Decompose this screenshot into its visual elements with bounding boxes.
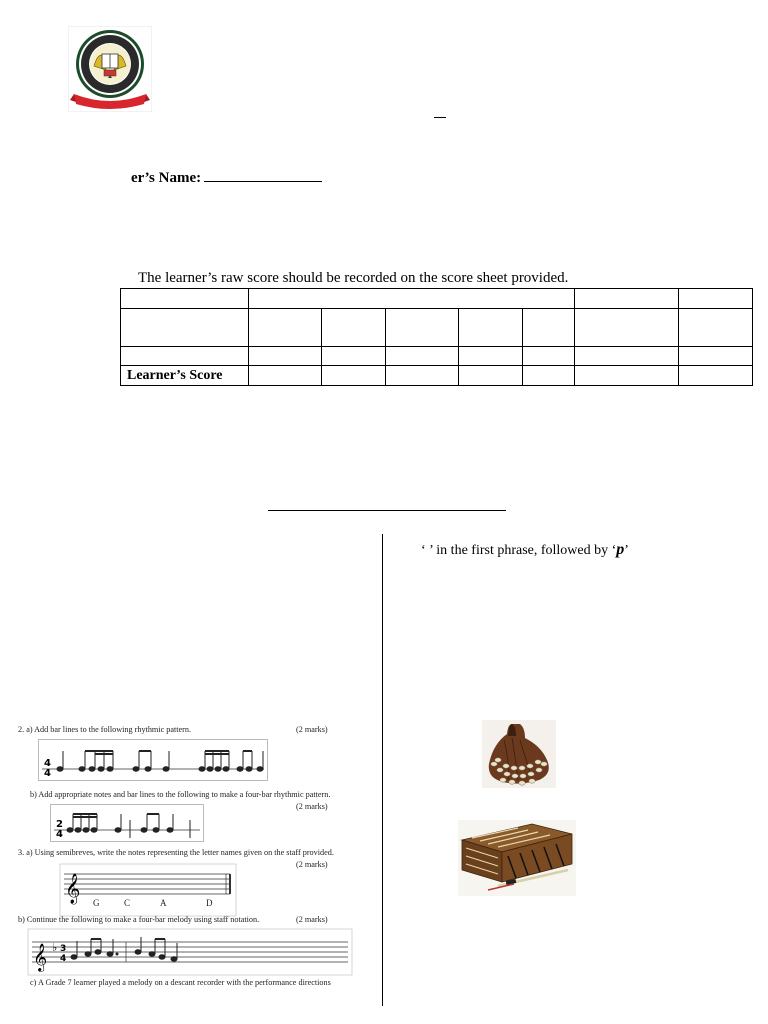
score-input-cell[interactable]: [523, 366, 575, 386]
table-row: [121, 366, 753, 386]
q2a-marks: (2 marks): [296, 725, 328, 734]
table-cell: [575, 347, 679, 366]
learner-name-label: er’s Name:: [131, 170, 202, 186]
knec-logo: [68, 26, 152, 112]
staff-3b: [28, 929, 352, 975]
svg-text:4: 4: [56, 829, 63, 840]
svg-text:3: 3: [60, 944, 67, 954]
table-cell: [249, 289, 575, 309]
table-row: [121, 289, 753, 309]
learner-name-blank[interactable]: [204, 168, 322, 182]
table-cell: [679, 309, 753, 347]
table-cell: [322, 347, 386, 366]
q3b-text: b) Continue the following to make a four-bar melody using staff notation.: [18, 915, 260, 924]
table-cell: [459, 309, 523, 347]
q3a-text: 3. a) Using semibreves, write the notes representing the letter names given on the staff provided.: [18, 848, 334, 857]
table-cell: [121, 309, 249, 347]
scanned-questions: [14, 720, 364, 992]
q2b-marks: (2 marks): [296, 802, 328, 811]
table-row: [121, 309, 753, 347]
q3b-marks: (2 marks): [296, 915, 328, 924]
piano-symbol: p: [616, 541, 625, 558]
note-letter-c: C: [124, 898, 131, 908]
table-cell: [575, 289, 679, 309]
svg-text:4: 4: [44, 768, 51, 779]
score-input-cell[interactable]: [322, 366, 386, 386]
note-letter-a: A: [160, 898, 167, 908]
note-letter-g: G: [93, 898, 100, 908]
svg-text:𝄞: 𝄞: [65, 874, 81, 904]
dynamics-instruction: [421, 541, 629, 559]
table-cell: [575, 309, 679, 347]
shaker-image: [482, 720, 556, 788]
table-cell: [679, 289, 753, 309]
column-divider: [382, 534, 383, 1006]
table-cell: [679, 347, 753, 366]
q3a-marks: (2 marks): [296, 860, 328, 869]
table-row: [121, 347, 753, 366]
staff-3a: [60, 864, 236, 916]
svg-text:4: 4: [44, 758, 51, 769]
underscore-mark: [434, 117, 446, 118]
svg-text:♭: ♭: [52, 941, 58, 954]
score-input-cell[interactable]: [459, 366, 523, 386]
table-cell: [121, 347, 249, 366]
score-input-cell[interactable]: [575, 366, 679, 386]
table-cell: [322, 309, 386, 347]
score-input-cell[interactable]: [386, 366, 459, 386]
table-cell: [121, 289, 249, 309]
note-letter-d: D: [206, 898, 213, 908]
learner-name-field: [131, 168, 322, 187]
score-input-cell[interactable]: [679, 366, 753, 386]
svg-text:𝄞: 𝄞: [33, 943, 48, 971]
learner-score-label: Learner’s Score: [121, 366, 249, 386]
q3c-text: c) A Grade 7 learner played a melody on a descant recorder with the performance directions: [30, 978, 331, 987]
score-input-cell[interactable]: [249, 366, 322, 386]
table-cell: [386, 309, 459, 347]
rhythm-pattern-2a: [38, 739, 268, 781]
section-rule: [268, 510, 506, 511]
dynamics-text: ‘ ’ in the first phrase, followed by ‘: [421, 543, 617, 558]
table-cell: [249, 347, 322, 366]
svg-text:4: 4: [60, 954, 67, 964]
table-cell: [459, 347, 523, 366]
q2b-text: b) Add appropriate notes and bar lines to the following to make a four-bar rhythmic pattern.: [30, 790, 331, 799]
score-instruction: The learner’s raw score should be recorded on the score sheet provided.: [138, 270, 569, 286]
q2a-text: 2. a) Add bar lines to the following rhythmic pattern.: [18, 725, 192, 734]
dynamics-text-end: ’: [624, 543, 629, 558]
box-instrument-image: [458, 820, 576, 896]
table-cell: [386, 347, 459, 366]
rhythm-pattern-2b: [50, 804, 204, 842]
table-cell: [523, 347, 575, 366]
table-cell: [249, 309, 322, 347]
table-cell: [523, 309, 575, 347]
svg-text:2: 2: [56, 819, 63, 830]
score-sheet-table: [120, 288, 753, 386]
